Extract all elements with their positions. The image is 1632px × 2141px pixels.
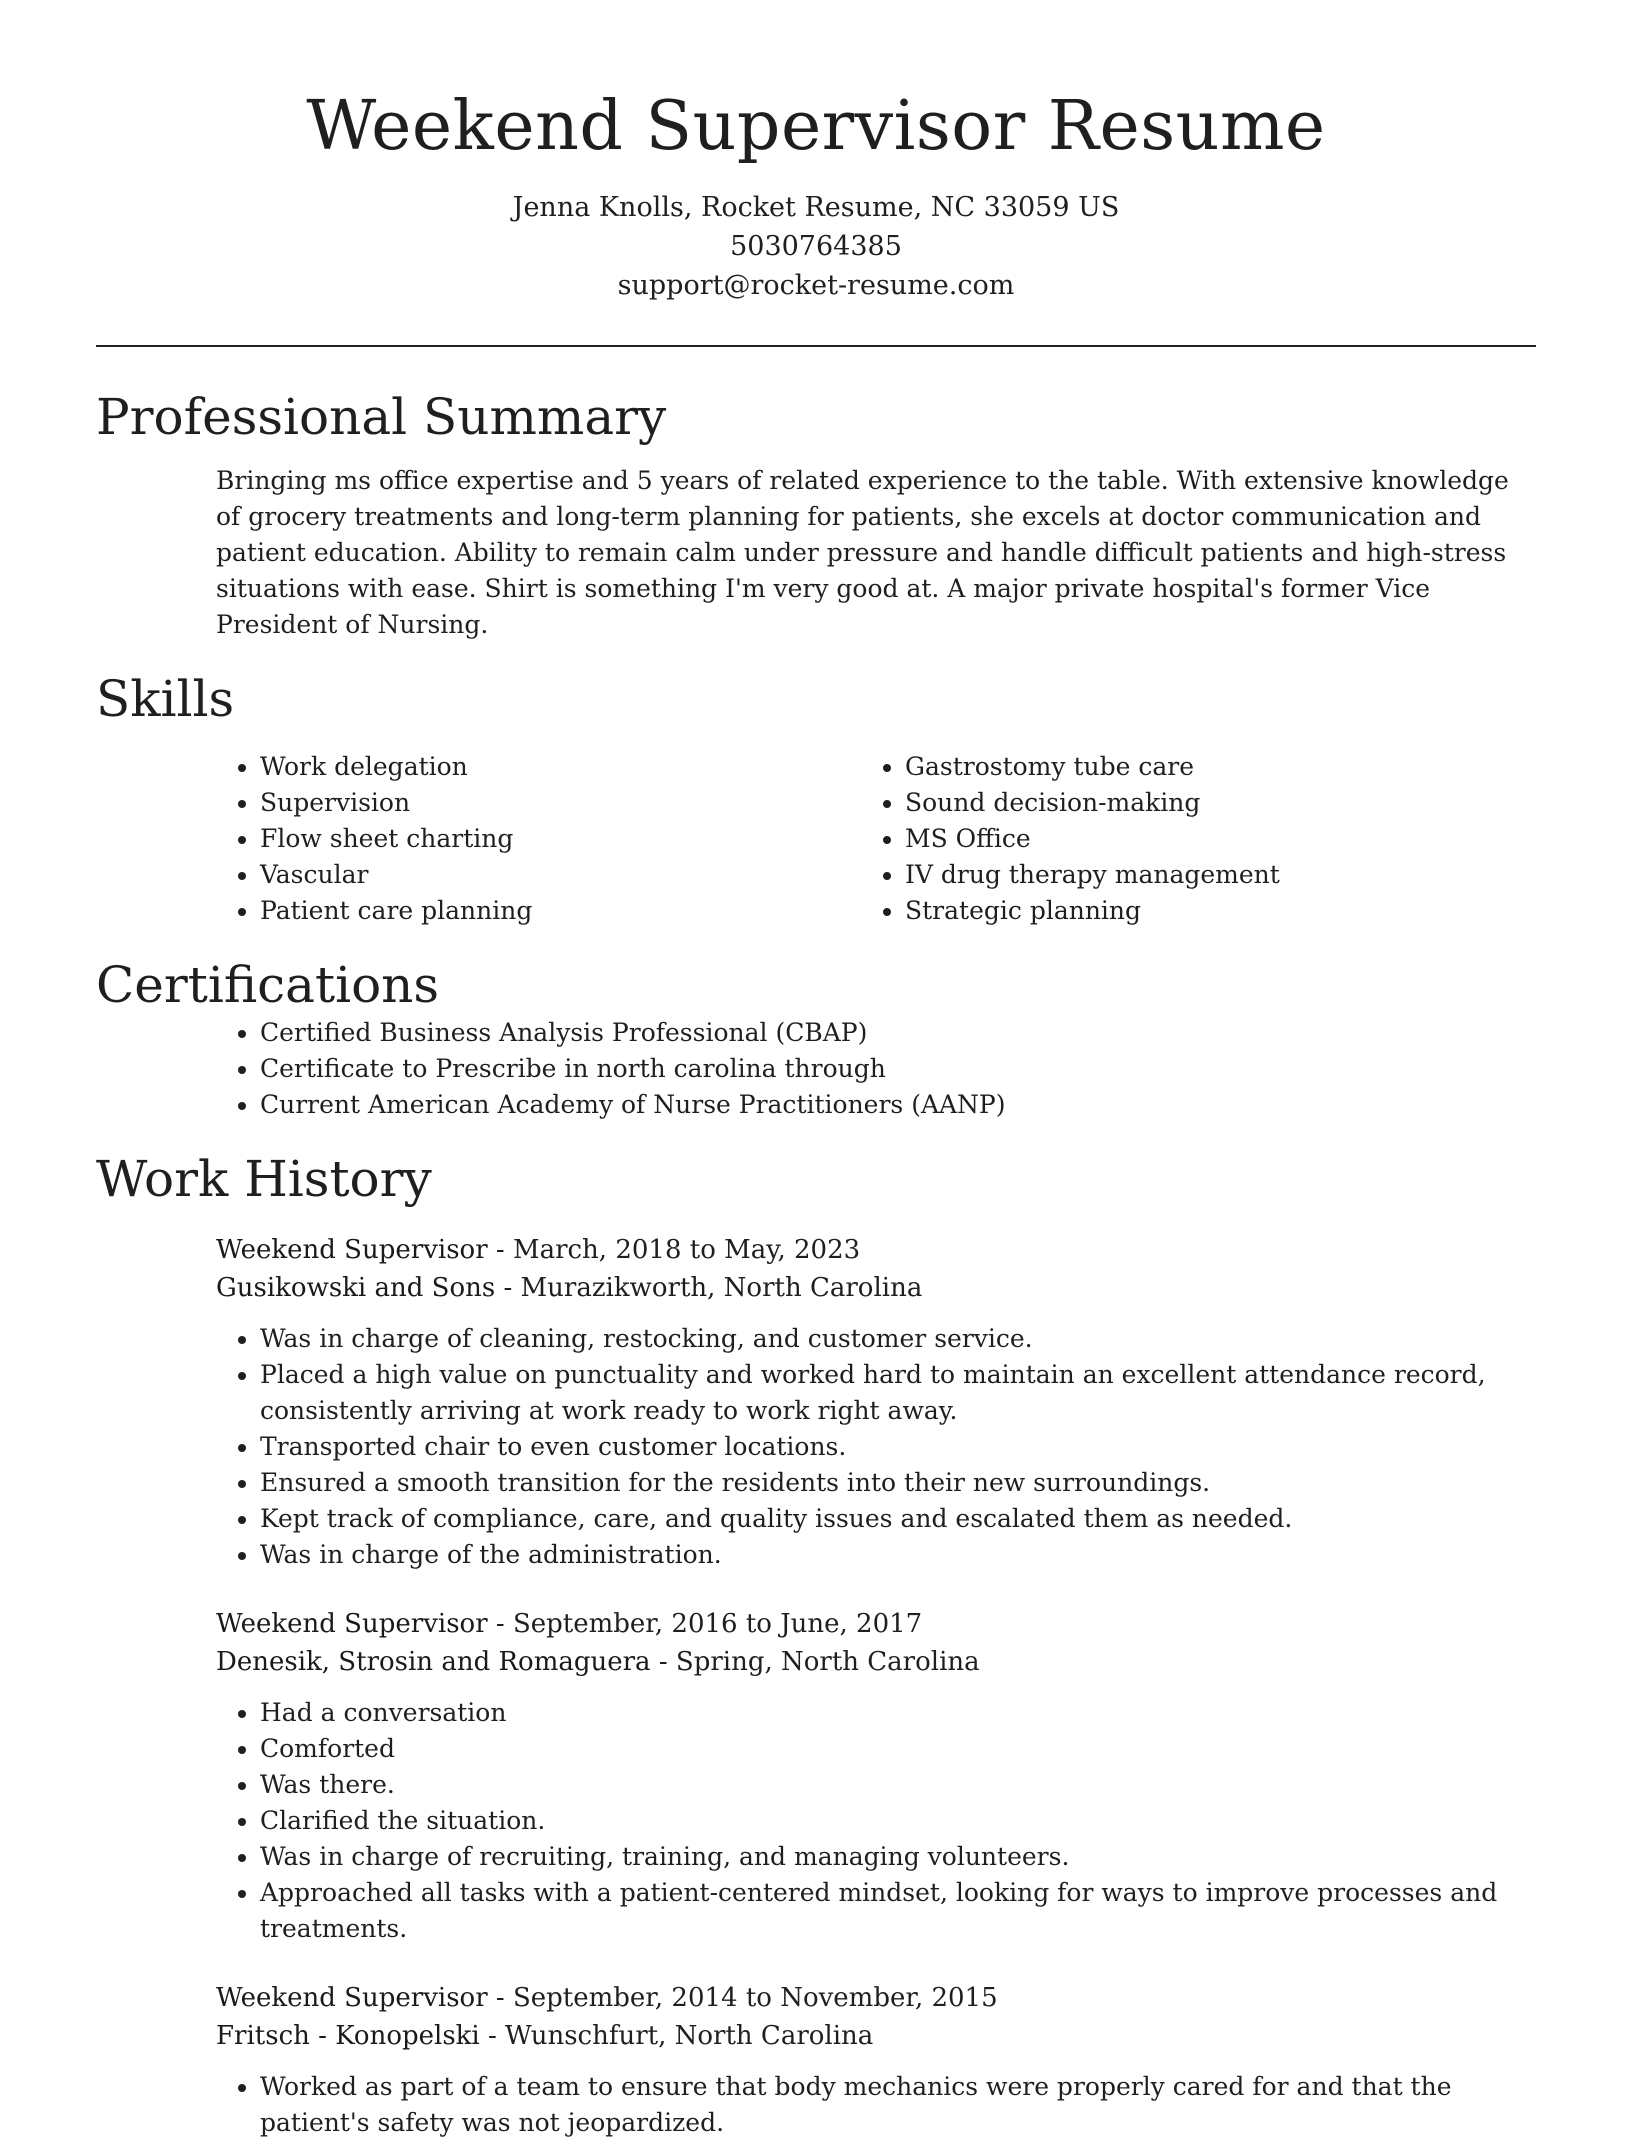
certifications-list xyxy=(96,1015,1536,1123)
job-duty: • Was in charge of cleaning, restocking, and customer service. xyxy=(260,1321,1536,1357)
skill-item: • Patient care planning xyxy=(260,893,891,929)
job-company-line xyxy=(216,1269,1536,1307)
job-duty: • Comforted xyxy=(260,1731,1536,1767)
job-duty: • Ensured a smooth transition for the residents into their new surroundings. xyxy=(260,1465,1536,1501)
certification-item: • Certified Business Analysis Professional (CBAP) xyxy=(260,1015,1536,1051)
skill-item: • Supervision xyxy=(260,785,891,821)
resume-header xyxy=(96,0,1536,305)
resume-page xyxy=(96,0,1536,2141)
job-duty: • Had a conversation xyxy=(260,1695,1536,1731)
job-duty: • Was there. xyxy=(260,1767,1536,1803)
work-history-heading: Work History xyxy=(96,1150,432,1208)
job-title: Weekend Supervisor xyxy=(216,1609,488,1639)
job-entry xyxy=(216,1979,1536,2141)
skill-item: • Vascular xyxy=(260,857,891,893)
skill-item: • Strategic planning xyxy=(905,893,1536,929)
certifications-heading: Certifications xyxy=(96,956,440,1014)
skills-list-right xyxy=(891,749,1536,929)
skills-heading: Skills xyxy=(96,670,235,728)
certification-item: • Current American Academy of Nurse Practitioners (AANP) xyxy=(260,1087,1536,1123)
skills-columns xyxy=(96,749,1536,929)
certification-item: • Certificate to Prescribe in north carolina through xyxy=(260,1051,1536,1087)
job-location: - Wunschfurt, North Carolina xyxy=(488,2021,874,2051)
skill-item: • Gastrostomy tube care xyxy=(905,749,1536,785)
job-title-line xyxy=(216,1605,1536,1643)
job-company: Denesik, Strosin and Romaguera xyxy=(216,1647,651,1677)
job-duty: • Transported chair to even customer locations. xyxy=(260,1429,1536,1465)
resume-title: Weekend Supervisor Resume xyxy=(306,87,1326,166)
job-duty: • Kept track of compliance, care, and quality issues and escalated them as needed. xyxy=(260,1501,1536,1537)
contact-info xyxy=(96,188,1536,305)
skill-item: • MS Office xyxy=(905,821,1536,857)
job-duties xyxy=(216,1321,1536,1573)
skill-item: • Flow sheet charting xyxy=(260,821,891,857)
contact-phone: 5030764385 xyxy=(730,231,902,262)
job-title-line xyxy=(216,1231,1536,1269)
job-dates: - September, 2016 to June, 2017 xyxy=(495,1609,923,1639)
job-location: - Murazikworth, North Carolina xyxy=(503,1273,923,1303)
job-company: Gusikowski and Sons xyxy=(216,1273,496,1303)
job-duty: • Clarified the situation. xyxy=(260,1803,1536,1839)
summary-heading: Professional Summary xyxy=(96,388,667,446)
job-company-line xyxy=(216,2017,1536,2055)
job-company: Fritsch - Konopelski xyxy=(216,2021,480,2051)
contact-email: support@rocket-resume.com xyxy=(617,270,1015,301)
job-dates: - September, 2014 to November, 2015 xyxy=(495,1983,998,2013)
job-title: Weekend Supervisor xyxy=(216,1983,488,2013)
job-duties xyxy=(216,1695,1536,1947)
job-entry xyxy=(216,1605,1536,1947)
summary-text: Bringing ms office expertise and 5 years of related experience to the table. With extensive knowledge of grocery treatments and long-term planning for patients, she excels at doctor communication and patient education. Ability to remain calm under pressure and handle difficult patients and high-stress situations with ease. Shirt is something I'm very good at. A major private hospital's former Vice President of Nursing. xyxy=(216,466,1509,639)
job-title-line xyxy=(216,1979,1536,2017)
job-duties xyxy=(216,2069,1536,2141)
job-location: - Spring, North Carolina xyxy=(658,1647,980,1677)
skills-list-left xyxy=(96,749,891,929)
header-divider xyxy=(96,345,1536,347)
job-entry xyxy=(216,1231,1536,1573)
job-duty: • Was in charge of the administration. xyxy=(260,1537,1536,1573)
job-duty: • Approached all tasks with a patient-centered mindset, looking for ways to improve processes and treatments. xyxy=(260,1875,1536,1947)
skill-item: • Sound decision-making xyxy=(905,785,1536,821)
skill-item: • Work delegation xyxy=(260,749,891,785)
job-duty: • Placed a high value on punctuality and worked hard to maintain an excellent attendance record, consistently arriving at work ready to work right away. xyxy=(260,1357,1536,1429)
job-duty: • Worked as part of a team to ensure that body mechanics were properly cared for and that the patient's safety was not jeopardized. xyxy=(260,2069,1536,2141)
skill-item: • IV drug therapy management xyxy=(905,857,1536,893)
contact-address: Jenna Knolls, Rocket Resume, NC 33059 US xyxy=(512,192,1120,223)
job-company-line xyxy=(216,1643,1536,1681)
job-duty: • Was in charge of recruiting, training, and managing volunteers. xyxy=(260,1839,1536,1875)
job-title: Weekend Supervisor xyxy=(216,1235,488,1265)
job-dates: - March, 2018 to May, 2023 xyxy=(495,1235,861,1265)
